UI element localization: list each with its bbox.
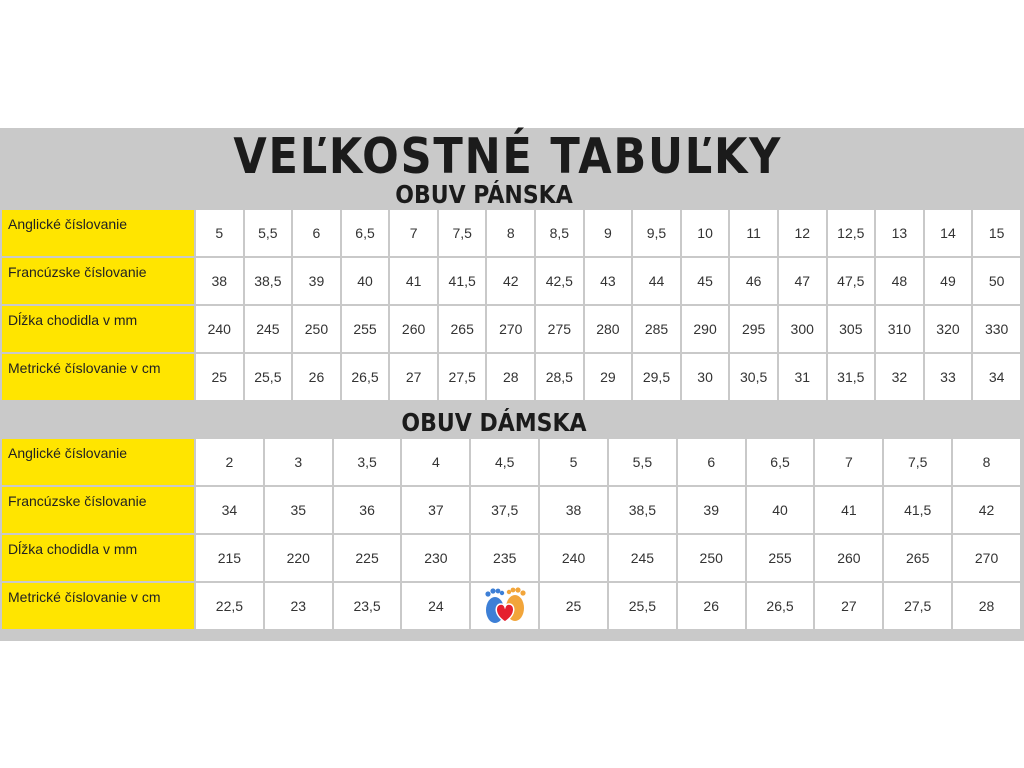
size-cell: 28,5 (536, 354, 583, 400)
size-cell: 270 (953, 535, 1020, 581)
size-cell: 42 (953, 487, 1020, 533)
size-cell: 9,5 (633, 210, 680, 256)
row-label: Anglické číslovanie (2, 439, 194, 485)
size-cell: 23,5 (334, 583, 401, 629)
size-cell: 6,5 (342, 210, 389, 256)
size-cell: 320 (925, 306, 972, 352)
size-cell: 44 (633, 258, 680, 304)
size-cell: 37 (402, 487, 469, 533)
size-cell: 14 (925, 210, 972, 256)
size-cell: 38,5 (245, 258, 292, 304)
size-cell: 29 (585, 354, 632, 400)
size-cell: 26,5 (747, 583, 814, 629)
table-row (2, 354, 1020, 400)
size-cell: 275 (536, 306, 583, 352)
size-cell: 27 (815, 583, 882, 629)
row-label: Francúzske číslovanie (2, 258, 194, 304)
table-row (2, 210, 1020, 256)
size-cell: 41 (390, 258, 437, 304)
table-row (2, 583, 1020, 629)
size-cell: 45 (682, 258, 729, 304)
size-cell: 37,5 (471, 487, 538, 533)
size-cell: 300 (779, 306, 826, 352)
size-cell: 47,5 (828, 258, 875, 304)
size-cell: 41 (815, 487, 882, 533)
size-cell: 38 (540, 487, 607, 533)
size-cell: 35 (265, 487, 332, 533)
men-heading: OBUV PÁNSKA (395, 180, 573, 209)
baby-feet-heart-icon (479, 586, 531, 626)
size-cell: 7 (815, 439, 882, 485)
size-cell: 310 (876, 306, 923, 352)
size-cell: 8 (487, 210, 534, 256)
size-cell: 260 (390, 306, 437, 352)
size-cell: 295 (730, 306, 777, 352)
size-cell: 50 (973, 258, 1020, 304)
size-cell: 27 (390, 354, 437, 400)
size-cell: 265 (884, 535, 951, 581)
size-cell: 28 (953, 583, 1020, 629)
size-cell: 26 (293, 354, 340, 400)
size-cell: 46 (730, 258, 777, 304)
size-cell: 24 (402, 583, 469, 629)
size-cell: 6,5 (747, 439, 814, 485)
size-cell: 31,5 (828, 354, 875, 400)
size-cell: 305 (828, 306, 875, 352)
table-row (2, 306, 1020, 352)
size-cell: 25 (196, 354, 243, 400)
size-cell: 225 (334, 535, 401, 581)
size-cell: 30 (682, 354, 729, 400)
row-label: Dĺžka chodidla v mm (2, 306, 194, 352)
size-cell: 26 (678, 583, 745, 629)
size-cell: 290 (682, 306, 729, 352)
size-cell: 34 (196, 487, 263, 533)
table-row (2, 487, 1020, 533)
size-cell: 41,5 (884, 487, 951, 533)
size-cell: 280 (585, 306, 632, 352)
size-cell: 28 (487, 354, 534, 400)
size-cell: 40 (747, 487, 814, 533)
size-cell: 32 (876, 354, 923, 400)
size-cell: 7,5 (884, 439, 951, 485)
table-row (2, 535, 1020, 581)
size-cell: 285 (633, 306, 680, 352)
size-cell: 25,5 (245, 354, 292, 400)
size-cell: 255 (747, 535, 814, 581)
size-cell: 38 (196, 258, 243, 304)
size-cell: 2 (196, 439, 263, 485)
size-cell: 38,5 (609, 487, 676, 533)
size-cell: 5,5 (245, 210, 292, 256)
size-cell: 10 (682, 210, 729, 256)
size-cell: 47 (779, 258, 826, 304)
size-cell: 41,5 (439, 258, 486, 304)
size-cell: 12,5 (828, 210, 875, 256)
size-cell: 4,5 (471, 439, 538, 485)
size-cell: 265 (439, 306, 486, 352)
logo-cell (471, 583, 538, 629)
size-cell: 3,5 (334, 439, 401, 485)
size-cell: 22,5 (196, 583, 263, 629)
row-label: Anglické číslovanie (2, 210, 194, 256)
row-label: Metrické číslovanie v cm (2, 354, 194, 400)
size-cell: 250 (293, 306, 340, 352)
size-cell: 250 (678, 535, 745, 581)
size-cell: 25 (540, 583, 607, 629)
size-cell: 220 (265, 535, 332, 581)
size-cell: 13 (876, 210, 923, 256)
men-size-table (0, 208, 1022, 402)
size-cell: 42,5 (536, 258, 583, 304)
size-cell: 7 (390, 210, 437, 256)
size-cell: 40 (342, 258, 389, 304)
page-title: VEĽKOSTNÉ TABUĽKY (233, 128, 783, 185)
size-cell: 260 (815, 535, 882, 581)
size-cell: 39 (293, 258, 340, 304)
size-cell: 8,5 (536, 210, 583, 256)
size-cell: 26,5 (342, 354, 389, 400)
size-cell: 5 (196, 210, 243, 256)
size-cell: 43 (585, 258, 632, 304)
row-label: Metrické číslovanie v cm (2, 583, 194, 629)
size-cell: 7,5 (439, 210, 486, 256)
size-cell: 42 (487, 258, 534, 304)
size-cell: 36 (334, 487, 401, 533)
size-cell: 330 (973, 306, 1020, 352)
size-cell: 6 (293, 210, 340, 256)
size-cell: 12 (779, 210, 826, 256)
size-cell: 245 (245, 306, 292, 352)
size-cell: 49 (925, 258, 972, 304)
size-cell: 4 (402, 439, 469, 485)
size-cell: 3 (265, 439, 332, 485)
size-cell: 240 (196, 306, 243, 352)
size-cell: 235 (471, 535, 538, 581)
size-cell: 48 (876, 258, 923, 304)
size-cell: 5 (540, 439, 607, 485)
size-cell: 270 (487, 306, 534, 352)
size-cell: 25,5 (609, 583, 676, 629)
size-cell: 23 (265, 583, 332, 629)
size-cell: 29,5 (633, 354, 680, 400)
size-cell: 30,5 (730, 354, 777, 400)
size-cell: 34 (973, 354, 1020, 400)
size-cell: 8 (953, 439, 1020, 485)
size-cell: 240 (540, 535, 607, 581)
size-cell: 39 (678, 487, 745, 533)
size-cell: 15 (973, 210, 1020, 256)
size-cell: 230 (402, 535, 469, 581)
size-cell: 5,5 (609, 439, 676, 485)
size-cell: 33 (925, 354, 972, 400)
row-label: Dĺžka chodidla v mm (2, 535, 194, 581)
size-cell: 9 (585, 210, 632, 256)
women-size-table (0, 437, 1022, 631)
size-cell: 255 (342, 306, 389, 352)
table-row (2, 439, 1020, 485)
size-cell: 215 (196, 535, 263, 581)
size-cell: 245 (609, 535, 676, 581)
size-cell: 11 (730, 210, 777, 256)
size-cell: 27,5 (884, 583, 951, 629)
table-row (2, 258, 1020, 304)
size-cell: 31 (779, 354, 826, 400)
size-cell: 27,5 (439, 354, 486, 400)
row-label: Francúzske číslovanie (2, 487, 194, 533)
women-heading: OBUV DÁMSKA (401, 408, 587, 437)
size-cell: 6 (678, 439, 745, 485)
